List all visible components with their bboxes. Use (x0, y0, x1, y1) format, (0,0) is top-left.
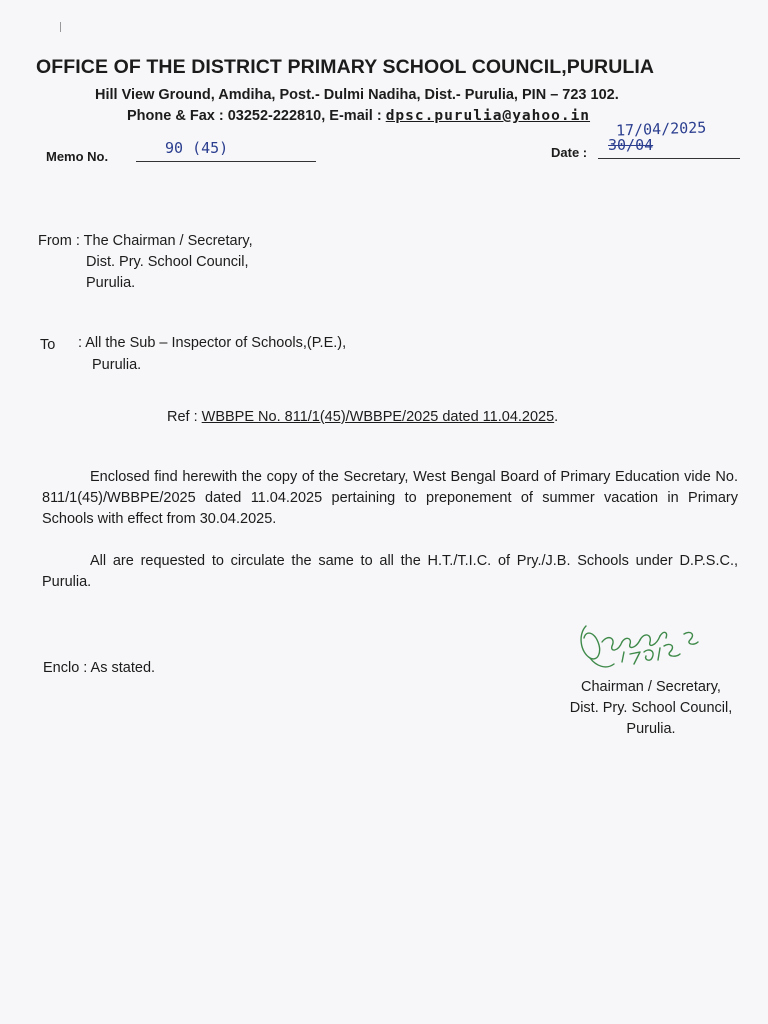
email-link[interactable]: dpsc.purulia@yahoo.in (385, 108, 591, 124)
date-underline (598, 158, 740, 159)
office-address: Hill View Ground, Amdiha, Post.- Dulmi Nadiha, Dist.- Purulia, PIN – 723 102. (95, 87, 619, 103)
office-title: OFFICE OF THE DISTRICT PRIMARY SCHOOL COUNCIL,PURULIA (36, 56, 655, 78)
office-contact (127, 108, 590, 124)
ref-end: . (554, 409, 559, 425)
from-line-2: Dist. Pry. School Council, (86, 254, 249, 270)
date-struck-out: 30/04 (608, 136, 654, 154)
memo-underline (136, 161, 316, 162)
signatory-line-3: Purulia. (626, 721, 676, 737)
from-line-1: From : The Chairman / Secretary, (38, 233, 253, 249)
memo-number: 90 (45) (165, 139, 229, 157)
body-paragraph-1 (42, 467, 738, 530)
ref-text: WBBPE No. 811/1(45)/WBBPE/2025 dated 11.04.2025 (201, 409, 555, 425)
reference (167, 409, 558, 425)
scan-mark (60, 22, 61, 32)
from-line-3: Purulia. (86, 275, 136, 291)
memo-label: Memo No. (46, 149, 109, 164)
signatory-line-1: Chairman / Secretary, (581, 679, 721, 695)
body-paragraph-2 (42, 551, 738, 593)
body-paragraph-2-text: All are requested to circulate the same to all the H.T./T.I.C. of Pry./J.B. Schools under D.P.S.C., Purulia. (42, 553, 738, 590)
date-label: Date : (551, 145, 588, 160)
contact-prefix: Phone & Fax : 03252-222810, E-mail : (127, 108, 386, 124)
to-line-2: Purulia. (92, 357, 142, 373)
signatory-block (556, 677, 746, 740)
body-paragraph-1-text: Enclosed find herewith the copy of the Secretary, West Bengal Board of Primary Education vide No. 811/1(45)/WBBPE/2025 dated 11.04.2025 pertaining to preponement of summer vacation in Primary Schools with effect from 30.04.2025. (42, 469, 738, 527)
signatory-line-2: Dist. Pry. School Council, (569, 700, 733, 716)
handwritten-signature (572, 612, 702, 678)
date-value: 17/04/2025 (615, 118, 707, 140)
to-line-1: : All the Sub – Inspector of Schools,(P.E.), (78, 335, 347, 351)
ref-label: Ref : (167, 409, 202, 425)
enclosure-note: Enclo : As stated. (43, 660, 156, 676)
to-label: To (40, 337, 56, 353)
